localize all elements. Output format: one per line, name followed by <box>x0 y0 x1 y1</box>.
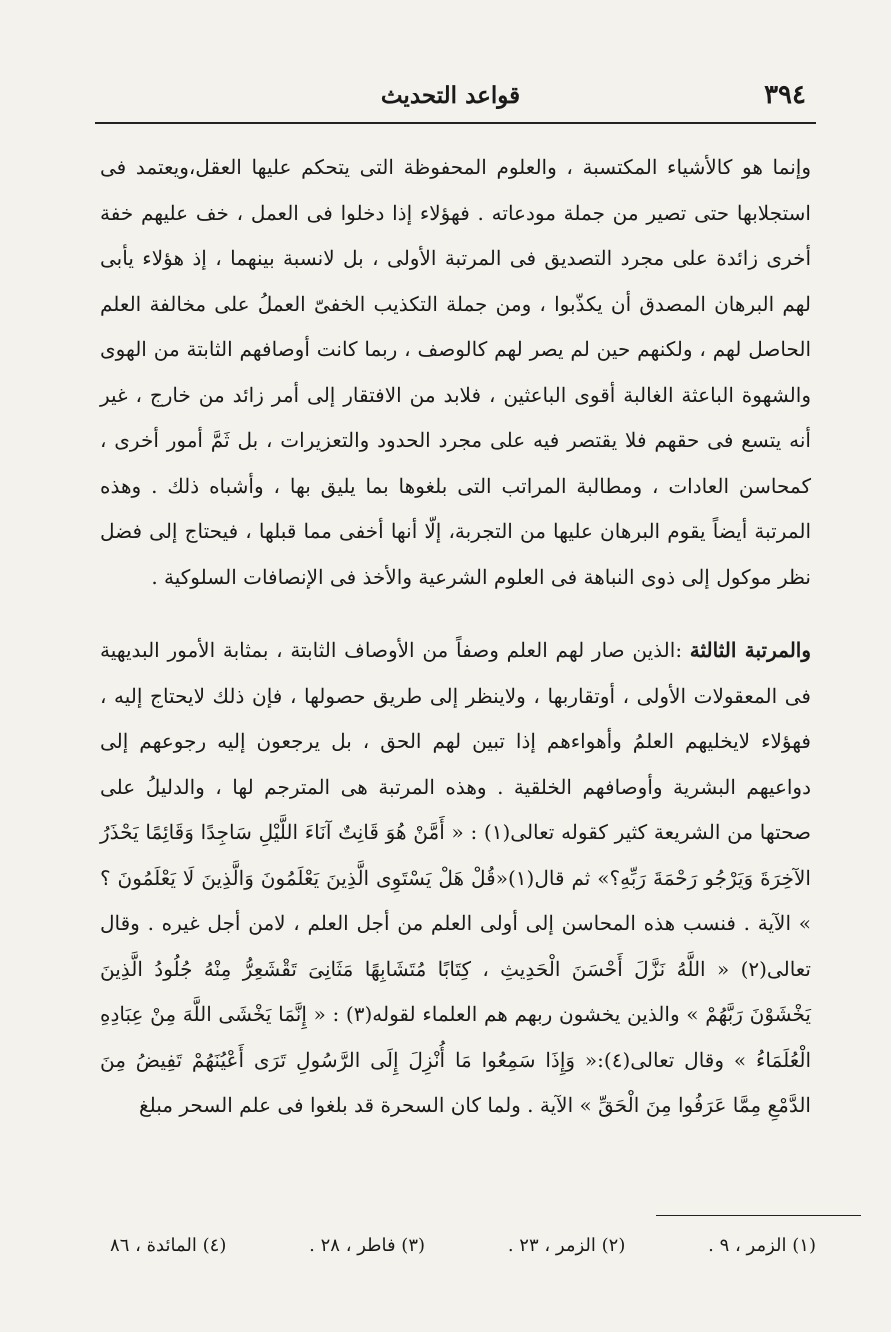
paragraph-1: وإنما هو كالأشياء المكتسبة ، والعلوم المحفوظة التى يتحكم عليها العقل،ويعتمد فى استجلابها حتى تصير من جملة مودعاته . فهؤلاء إذا دخلوا فى العمل ، خف عليهم خفة أخرى زائدة على مجرد التصديق فى المرتبة الأولى ، بل لانسبة بينهما ، إذ هؤلاء يأبى لهم البرهان المصدق أن يكذّبوا ، ومن جملة التكذيب الخفىّ العملُ على مخالفة العلم الحاصل لهم ، ولكنهم حين لم يصر لهم كالوصف ، ربما كانت أوصافهم الثابتة من الهوى والشهوة الباعثة الغالبة أقوى الباعثين ، فلابد من الافتقار إلى أمر زائد من خارج ، غير أنه يتسع فى حقهم فلا يقتصر فيه على مجرد الحدود والتعزيرات ، بل ثَمَّ أمور أخرى ، كمحاسن العادات ، ومطالبة المراتب التى بلغوها بما يليق بها ، وأشباه ذلك . وهذه المرتبة أيضاً يقوم البرهان عليها من التجربة، إلّا أنها أخفى مما قبلها ، فيحتاج إلى فضل نظر موكول إلى ذوى النباهة فى العلوم الشرعية والأخذ فى الإنصافات السلوكية . <box>100 155 812 589</box>
paragraph-2-lead: والمرتبة الثالثة <box>689 638 811 662</box>
running-title: قواعد التحديث <box>380 82 521 109</box>
footnotes <box>110 1235 816 1256</box>
body-text <box>100 145 811 1129</box>
paragraph-2-text: :الذين صار لهم العلم وصفاً من الأوصاف الثابتة ، بمثابة الأمور البديهية فى المعقولات الأولى ، أوتقاربها ، ولاينظر إلى طريق حصولها ، فإن ذلك لايحتاج إليه ، فهؤلاء لايخليهم العلمُ وأهواءهم إذا تبين لهم الحق ، بل يرجعون إليه رجوعهم إلى دواعيهم البشرية وأوصافهم الخلقية . وهذه المرتبة هى المترجم لها ، والدليلُ على صحتها من الشريعة كثير كقوله تعالى(١) : « أَمَّنْ هُوَ قَانِتٌ آنَاءَ اللَّيْلِ سَاجِدًا وَقَائِمًا يَحْذَرُ الآخِرَةَ وَيَرْجُو رَحْمَةَ رَبِّهِ؟» ثم قال(١)«قُلْ هَلْ يَسْتَوِى الَّذِينَ يَعْلَمُونَ وَالَّذِينَ لَا يَعْلَمُونَ ؟ » الآية . فنسب هذه المحاسن إلى أولى العلم من أجل العلم ، لامن أجل غيره . وقال تعالى(٢) « اللَّهُ نَزَّلَ أَحْسَنَ الْحَدِيثِ ، كِتَابًا مُتَشَابِهًا مَثَانِىَ تَقْشَعِرُّ مِنْهُ جُلُودُ الَّذِينَ يَخْشَوْنَ رَبَّهُمْ » والذين يخشون ربهم هم العلماء لقوله(٣) : « إِنَّمَا يَخْشَى اللَّهَ مِنْ عِبَادِهِ الْعُلَمَاءُ » وقال تعالى(٤):« وَإِذَا سَمِعُوا مَا أُنْزِلَ إِلَى الرَّسُولِ تَرَى أَعْيُنَهُمْ تَفِيضُ مِنَ الدَّمْعِ مِمَّا عَرَفُوا مِنَ الْحَقِّ » الآية . ولما كان السحرة قد بلغوا فى علم السحر مبلغ <box>100 638 811 1117</box>
paragraph-2 <box>100 628 811 1129</box>
footnote-rule <box>656 1215 861 1216</box>
header-rule <box>95 122 816 124</box>
page-number: ٣٩٤ <box>764 80 806 110</box>
footnote-1: (١) الزمر ، ٩ . <box>708 1235 816 1256</box>
page-header <box>95 70 806 120</box>
footnote-2: (٢) الزمر ، ٢٣ . <box>507 1235 626 1256</box>
footnote-3: (٣) فاطر ، ٢٨ . <box>309 1235 426 1256</box>
footnote-4: (٤) المائدة ، ٨٦ <box>110 1235 227 1256</box>
